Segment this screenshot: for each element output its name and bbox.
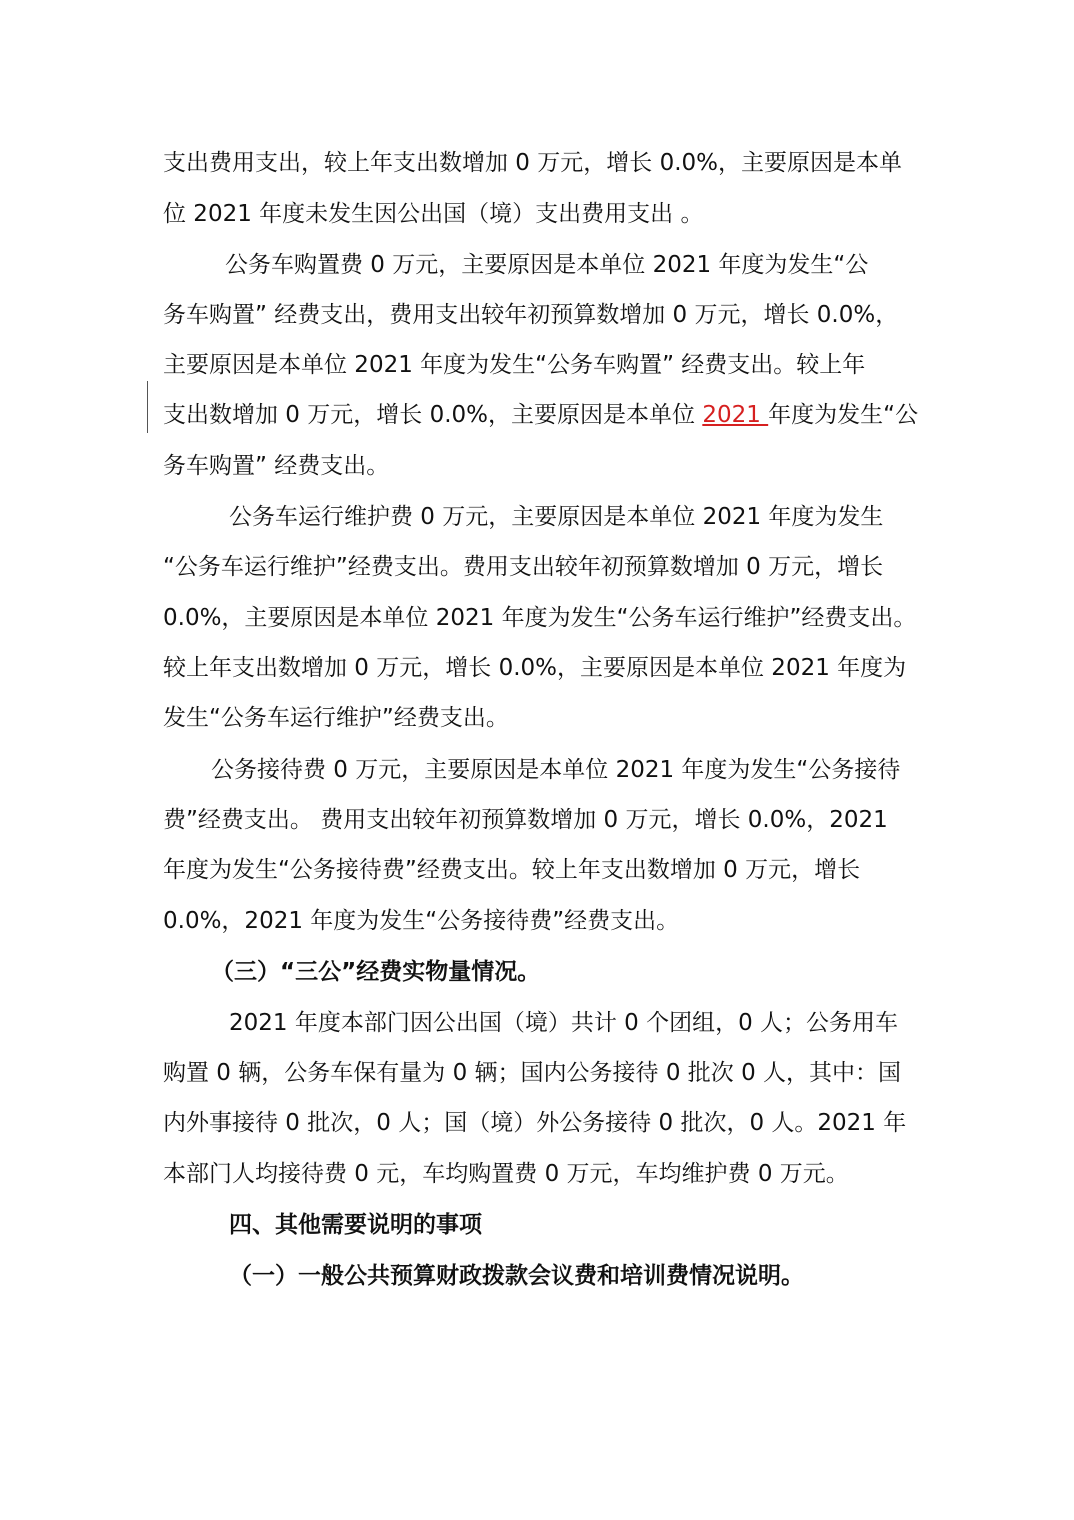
paragraph-2-line-4-text: 支出数增加 0 万元，增长 0.0%，主要原因是本单位 bbox=[163, 402, 703, 428]
paragraph-2-line-4-tail: 年度为发生“公 bbox=[768, 402, 919, 428]
paragraph-3-line-3: 0.0%，主要原因是本单位 2021 年度为发生“公务车运行维护”经费支出。 bbox=[163, 605, 917, 631]
paragraph-4-line-2: 费”经费支出。 费用支出较年初预算数增加 0 万元，增长 0.0%，2021 bbox=[163, 807, 888, 833]
revision-margin-bar bbox=[147, 381, 148, 433]
paragraph-3-line-1: 公务车运行维护费 0 万元，主要原因是本单位 2021 年度为发生 bbox=[229, 504, 884, 530]
paragraph-2-line-2: 务车购置” 经费支出，费用支出较年初预算数增加 0 万元，增长 0.0%， bbox=[163, 302, 899, 328]
paragraph-5-line-1: 2021 年度本部门因公出国（境）共计 0 个团组，0 人；公务用车 bbox=[229, 1010, 899, 1036]
paragraph-5-line-3: 内外事接待 0 批次，0 人；国（境）外公务接待 0 批次，0 人。2021 年 bbox=[163, 1110, 907, 1136]
paragraph-2-line-1: 公务车购置费 0 万元，主要原因是本单位 2021 年度为发生“公 bbox=[225, 252, 869, 278]
section-heading-three: （三）“三公”经费实物量情况。 bbox=[211, 959, 541, 985]
paragraph-2-line-3: 主要原因是本单位 2021 年度为发生“公务车购置” 经费支出。较上年 bbox=[163, 352, 866, 378]
paragraph-2-line-4 bbox=[163, 400, 918, 430]
section-heading-four: 四、其他需要说明的事项 bbox=[229, 1212, 482, 1238]
paragraph-5-line-4: 本部门人均接待费 0 元，车均购置费 0 万元，车均维护费 0 万元。 bbox=[163, 1161, 849, 1187]
paragraph-4-line-3: 年度为发生“公务接待费”经费支出。较上年支出数增加 0 万元，增长 bbox=[163, 857, 861, 883]
paragraph-4-line-4: 0.0%，2021 年度为发生“公务接待费”经费支出。 bbox=[163, 908, 680, 934]
paragraph-1-line-1: 支出费用支出，较上年支出数增加 0 万元，增长 0.0%，主要原因是本单 bbox=[163, 150, 902, 176]
paragraph-5-line-2: 购置 0 辆，公务车保有量为 0 辆；国内公务接待 0 批次 0 人，其中：国 bbox=[163, 1060, 902, 1086]
paragraph-2-line-5: 务车购置” 经费支出。 bbox=[163, 453, 390, 479]
subsection-heading-one: （一）一般公共预算财政拨款会议费和培训费情况说明。 bbox=[229, 1263, 804, 1289]
paragraph-1-line-2: 位 2021 年度未发生因公出国（境）支出费用支出 。 bbox=[163, 201, 704, 227]
paragraph-3-line-5: 发生“公务车运行维护”经费支出。 bbox=[163, 705, 509, 731]
paragraph-3-line-4: 较上年支出数增加 0 万元，增长 0.0%，主要原因是本单位 2021 年度为 bbox=[163, 655, 907, 681]
paragraph-3-line-2: “公务车运行维护”经费支出。费用支出较年初预算数增加 0 万元，增长 bbox=[163, 554, 884, 580]
paragraph-4-line-1: 公务接待费 0 万元，主要原因是本单位 2021 年度为发生“公务接待 bbox=[211, 757, 901, 783]
revised-year-link[interactable]: 2021 bbox=[702, 402, 769, 428]
